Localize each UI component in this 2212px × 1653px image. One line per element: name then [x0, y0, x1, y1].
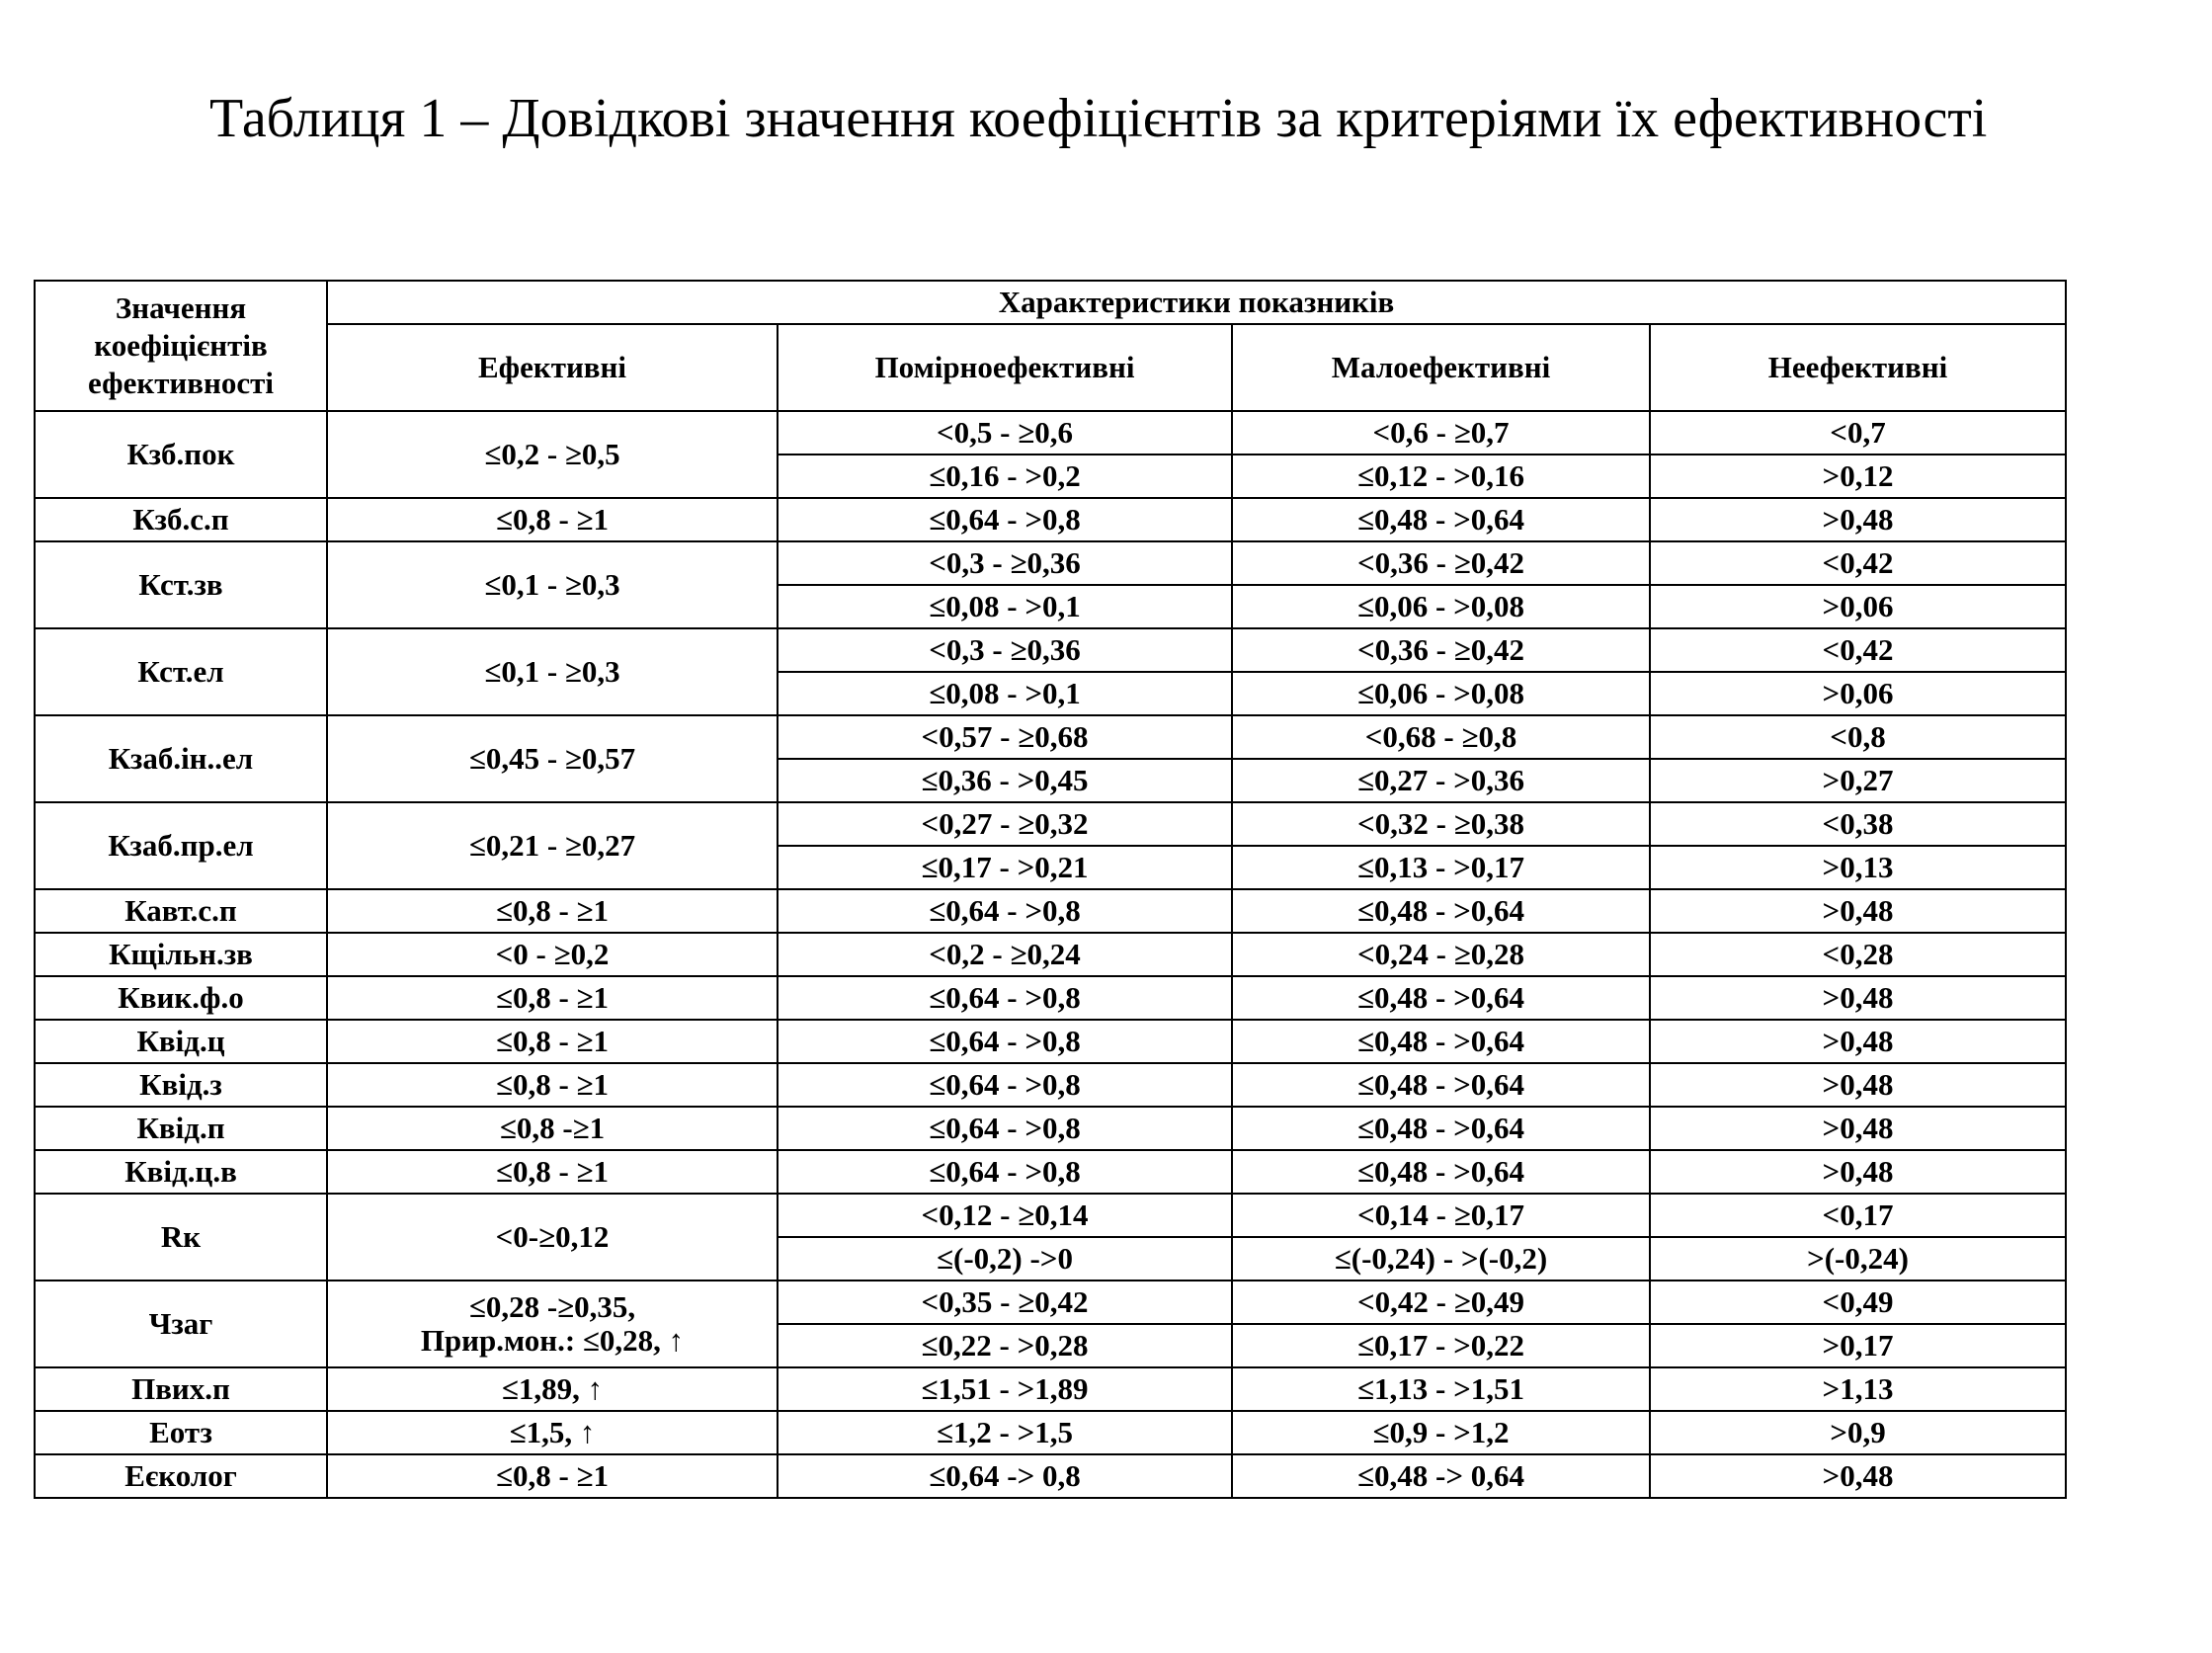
- low-value: <0,36 - ≥0,42: [1232, 628, 1650, 672]
- table-row: [35, 498, 2066, 541]
- low-value: ≤0,48 - >0,64: [1232, 1107, 1650, 1150]
- effective-value: ≤0,1 - ≥0,3: [327, 628, 778, 715]
- ineffective-value: >0,06: [1650, 585, 2066, 628]
- effective-value: ≤1,89, ↑: [327, 1367, 778, 1411]
- coefficient-name: Кст.ел: [35, 628, 327, 715]
- moderate-value: <0,27 - ≥0,32: [778, 802, 1232, 846]
- low-value: ≤0,9 - >1,2: [1232, 1411, 1650, 1454]
- ineffective-value: >0,48: [1650, 889, 2066, 933]
- table-row: [35, 541, 2066, 585]
- effective-value: <0 - ≥0,2: [327, 933, 778, 976]
- ineffective-value: >0,48: [1650, 1454, 2066, 1498]
- moderate-value: ≤0,17 - >0,21: [778, 846, 1232, 889]
- effective-value-line: ≤0,28 -≥0,35,: [468, 1289, 636, 1324]
- coefficient-name: Кзб.с.п: [35, 498, 327, 541]
- coefficient-name: Еєколог: [35, 1454, 327, 1498]
- coefficient-name: Кзб.пок: [35, 411, 327, 498]
- effective-value: ≤0,8 - ≥1: [327, 889, 778, 933]
- moderate-value: ≤0,64 - >0,8: [778, 889, 1232, 933]
- table-row: [35, 1150, 2066, 1194]
- table-row: [35, 411, 2066, 455]
- low-value: ≤0,48 -> 0,64: [1232, 1454, 1650, 1498]
- low-value: ≤0,48 - >0,64: [1232, 1150, 1650, 1194]
- table-row: [35, 1194, 2066, 1237]
- effective-value: ≤0,8 - ≥1: [327, 498, 778, 541]
- moderate-value: <0,2 - ≥0,24: [778, 933, 1232, 976]
- ineffective-value: >0,06: [1650, 672, 2066, 715]
- ineffective-value: >0,48: [1650, 498, 2066, 541]
- moderate-value: <0,3 - ≥0,36: [778, 628, 1232, 672]
- low-value: ≤0,27 - >0,36: [1232, 759, 1650, 802]
- coefficient-name: Квик.ф.о: [35, 976, 327, 1020]
- moderate-value: ≤0,36 - >0,45: [778, 759, 1232, 802]
- table-row: [35, 1454, 2066, 1498]
- low-value: ≤0,48 - >0,64: [1232, 1020, 1650, 1063]
- low-value: <0,36 - ≥0,42: [1232, 541, 1650, 585]
- low-value: <0,42 - ≥0,49: [1232, 1281, 1650, 1324]
- moderate-value: ≤0,64 - >0,8: [778, 1150, 1232, 1194]
- coefficient-name: Кавт.с.п: [35, 889, 327, 933]
- low-value: <0,24 - ≥0,28: [1232, 933, 1650, 976]
- ineffective-value: >0,13: [1650, 846, 2066, 889]
- effective-value: ≤0,21 - ≥0,27: [327, 802, 778, 889]
- header-indicator-characteristics: Характеристики показників: [327, 281, 2066, 324]
- coefficients-table: [34, 280, 2067, 1499]
- low-value: ≤0,12 - >0,16: [1232, 455, 1650, 498]
- moderate-value: ≤0,64 - >0,8: [778, 1020, 1232, 1063]
- low-value: ≤0,48 - >0,64: [1232, 976, 1650, 1020]
- ineffective-value: >0,27: [1650, 759, 2066, 802]
- coefficient-name: Квід.з: [35, 1063, 327, 1107]
- moderate-value: <0,12 - ≥0,14: [778, 1194, 1232, 1237]
- ineffective-value: <0,8: [1650, 715, 2066, 759]
- coefficient-name: Кст.зв: [35, 541, 327, 628]
- table-row: [35, 1411, 2066, 1454]
- coefficient-name: Кзаб.ін..ел: [35, 715, 327, 802]
- moderate-value: ≤0,64 - >0,8: [778, 1107, 1232, 1150]
- table-row: [35, 976, 2066, 1020]
- low-value: <0,68 - ≥0,8: [1232, 715, 1650, 759]
- moderate-value: ≤0,64 - >0,8: [778, 976, 1232, 1020]
- header-low-effective: Малоефективні: [1232, 324, 1650, 411]
- ineffective-value: <0,17: [1650, 1194, 2066, 1237]
- table-row: [35, 628, 2066, 672]
- table-caption: Таблиця 1 – Довідкові значення коефіцієнтів за критеріями їх ефективності: [209, 88, 1988, 149]
- ineffective-value: <0,28: [1650, 933, 2066, 976]
- effective-value: ≤0,8 -≥1: [327, 1107, 778, 1150]
- table-header-row: [35, 281, 2066, 324]
- effective-value: ≤0,8 - ≥1: [327, 1454, 778, 1498]
- table-row: [35, 1107, 2066, 1150]
- table-row: [35, 1020, 2066, 1063]
- moderate-value: ≤0,64 - >0,8: [778, 1063, 1232, 1107]
- table-row: [35, 802, 2066, 846]
- ineffective-value: >0,17: [1650, 1324, 2066, 1367]
- ineffective-value: >0,48: [1650, 1063, 2066, 1107]
- moderate-value: ≤0,08 - >0,1: [778, 585, 1232, 628]
- ineffective-value: <0,42: [1650, 541, 2066, 585]
- ineffective-value: <0,7: [1650, 411, 2066, 455]
- table-row: [35, 715, 2066, 759]
- table-body: [35, 411, 2066, 1498]
- ineffective-value: >0,48: [1650, 1150, 2066, 1194]
- moderate-value: <0,35 - ≥0,42: [778, 1281, 1232, 1324]
- table-row: [35, 933, 2066, 976]
- moderate-value: ≤0,22 - >0,28: [778, 1324, 1232, 1367]
- ineffective-value: >0,48: [1650, 976, 2066, 1020]
- low-value: ≤0,06 - >0,08: [1232, 672, 1650, 715]
- effective-value: ≤0,2 - ≥0,5: [327, 411, 778, 498]
- effective-value: ≤0,8 - ≥1: [327, 976, 778, 1020]
- table-subheader-row: [35, 324, 2066, 411]
- table-row: [35, 1281, 2066, 1324]
- ineffective-value: >0,48: [1650, 1020, 2066, 1063]
- low-value: ≤0,48 - >0,64: [1232, 498, 1650, 541]
- ineffective-value: >0,9: [1650, 1411, 2066, 1454]
- table-row: [35, 1367, 2066, 1411]
- coefficient-name: Квід.ц: [35, 1020, 327, 1063]
- header-effective: Ефективні: [327, 324, 778, 411]
- effective-value: ≤0,8 - ≥1: [327, 1020, 778, 1063]
- ineffective-value: >1,13: [1650, 1367, 2066, 1411]
- low-value: <0,6 - ≥0,7: [1232, 411, 1650, 455]
- ineffective-value: <0,38: [1650, 802, 2066, 846]
- effective-value: ≤0,45 - ≥0,57: [327, 715, 778, 802]
- header-coefficient-values: Значення коефіцієнтів ефективності: [35, 281, 327, 411]
- ineffective-value: <0,42: [1650, 628, 2066, 672]
- low-value: ≤0,17 - >0,22: [1232, 1324, 1650, 1367]
- moderate-value: <0,5 - ≥0,6: [778, 411, 1232, 455]
- coefficient-name: Пвих.п: [35, 1367, 327, 1411]
- ineffective-value: >0,48: [1650, 1107, 2066, 1150]
- header-moderately-effective: Помірноефективні: [778, 324, 1232, 411]
- effective-value-line: Прир.мон.: ≤0,28, ↑: [420, 1323, 685, 1358]
- low-value: ≤0,06 - >0,08: [1232, 585, 1650, 628]
- coefficient-name: Чзаг: [35, 1281, 327, 1367]
- ineffective-value: >(-0,24): [1650, 1237, 2066, 1281]
- coefficient-name: Rк: [35, 1194, 327, 1281]
- moderate-value: ≤0,64 - >0,8: [778, 498, 1232, 541]
- ineffective-value: >0,12: [1650, 455, 2066, 498]
- moderate-value: ≤1,51 - >1,89: [778, 1367, 1232, 1411]
- moderate-value: ≤0,64 -> 0,8: [778, 1454, 1232, 1498]
- header-ineffective: Неефективні: [1650, 324, 2066, 411]
- ineffective-value: <0,49: [1650, 1281, 2066, 1324]
- table-row: [35, 1063, 2066, 1107]
- low-value: ≤0,48 - >0,64: [1232, 889, 1650, 933]
- moderate-value: <0,57 - ≥0,68: [778, 715, 1232, 759]
- low-value: ≤0,48 - >0,64: [1232, 1063, 1650, 1107]
- coefficient-name: Кщільн.зв: [35, 933, 327, 976]
- low-value: ≤(-0,24) - >(-0,2): [1232, 1237, 1650, 1281]
- moderate-value: ≤(-0,2) ->0: [778, 1237, 1232, 1281]
- effective-value: <0-≥0,12: [327, 1194, 778, 1281]
- low-value: <0,32 - ≥0,38: [1232, 802, 1650, 846]
- effective-value: ≤0,8 - ≥1: [327, 1150, 778, 1194]
- coefficient-name: Квід.ц.в: [35, 1150, 327, 1194]
- coefficient-name: Квід.п: [35, 1107, 327, 1150]
- effective-value: ≤0,1 - ≥0,3: [327, 541, 778, 628]
- moderate-value: ≤0,16 - >0,2: [778, 455, 1232, 498]
- moderate-value: ≤1,2 - >1,5: [778, 1411, 1232, 1454]
- effective-value: [327, 1281, 778, 1367]
- effective-value: ≤1,5, ↑: [327, 1411, 778, 1454]
- coefficient-name: Кзаб.пр.ел: [35, 802, 327, 889]
- low-value: <0,14 - ≥0,17: [1232, 1194, 1650, 1237]
- moderate-value: <0,3 - ≥0,36: [778, 541, 1232, 585]
- effective-value: ≤0,8 - ≥1: [327, 1063, 778, 1107]
- low-value: ≤0,13 - >0,17: [1232, 846, 1650, 889]
- moderate-value: ≤0,08 - >0,1: [778, 672, 1232, 715]
- low-value: ≤1,13 - >1,51: [1232, 1367, 1650, 1411]
- table-row: [35, 889, 2066, 933]
- coefficient-name: Еотз: [35, 1411, 327, 1454]
